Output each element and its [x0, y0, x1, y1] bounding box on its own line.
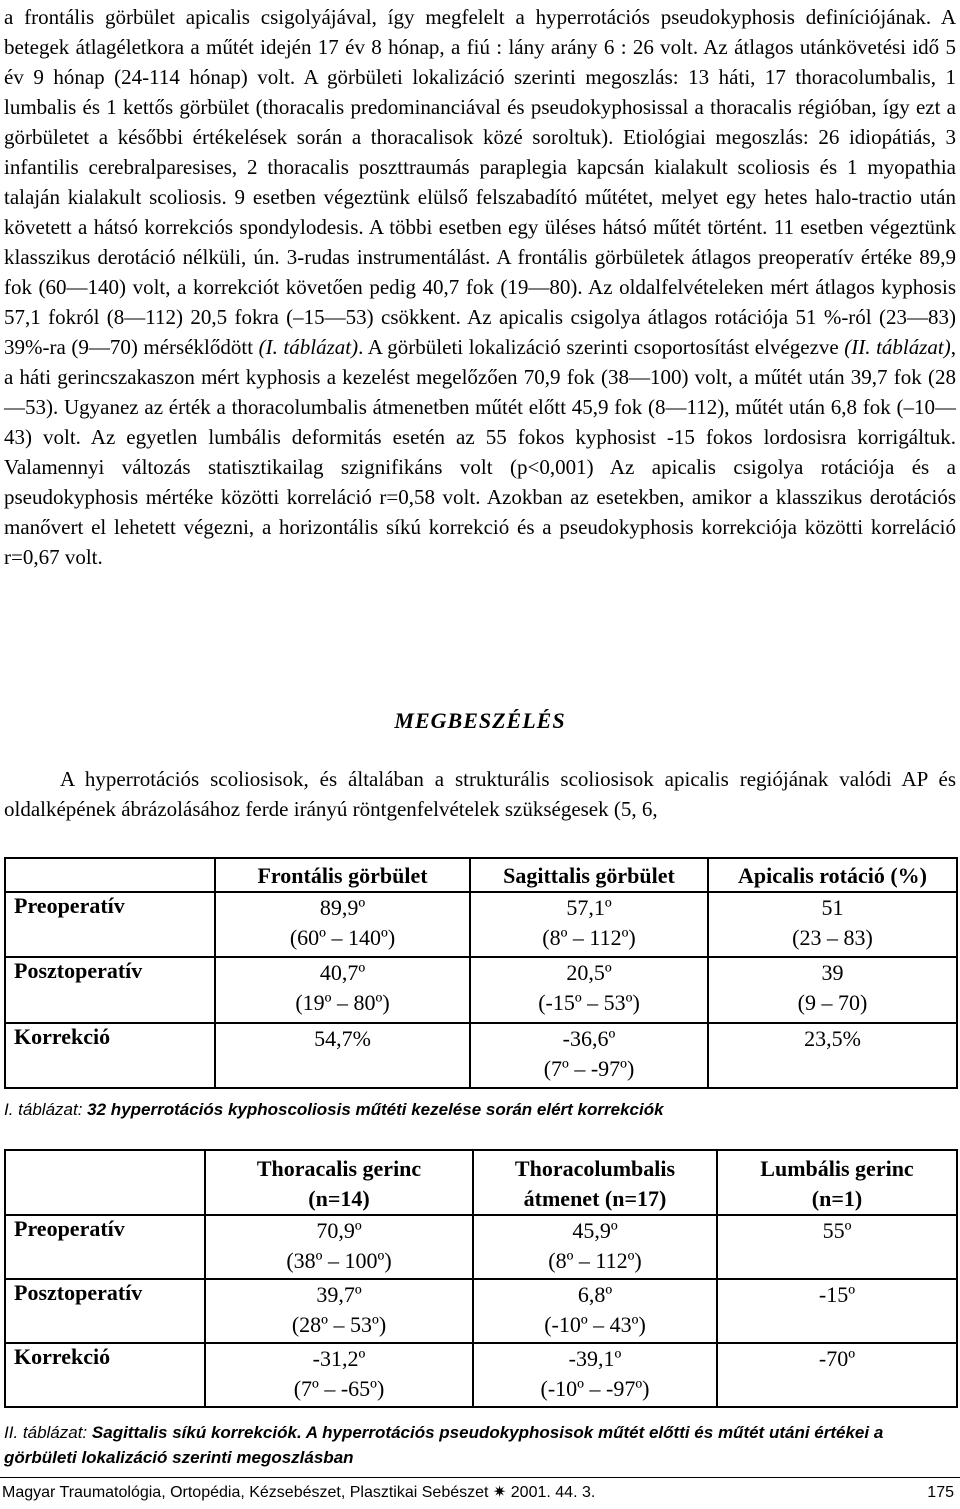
row-label: Posztoperatív — [5, 957, 215, 1023]
cell-value: 45,9º — [572, 1218, 618, 1243]
header-line: Thoracalis gerinc — [256, 1156, 422, 1181]
header-line: átmenet (n=17) — [523, 1186, 667, 1211]
table-row — [5, 892, 957, 957]
table-cell — [708, 1023, 957, 1088]
table-cell — [215, 892, 470, 957]
table-2-header-empty — [5, 1150, 205, 1215]
cell-value: 6,8º — [577, 1282, 613, 1307]
footer-divider — [0, 1477, 960, 1478]
row-label: Korrekció — [5, 1023, 215, 1088]
table-1 — [4, 857, 958, 1089]
journal-citation — [2, 1482, 595, 1504]
cell-range: (23 – 83) — [792, 925, 873, 950]
cell-value: 39,7º — [316, 1282, 362, 1307]
body-text-p1b: . A görbületi lokalizáció szerinti csoportosítást elvégezve — [358, 335, 839, 359]
cell-value: 51 — [821, 895, 844, 920]
table-2-header-lumbalis — [717, 1150, 957, 1215]
page-number: 175 — [927, 1484, 954, 1501]
body-paragraph-2 — [4, 764, 956, 824]
cell-value: 39 — [821, 960, 844, 985]
table-2-header-thoracalis — [205, 1150, 473, 1215]
cell-value: -36,6º — [562, 1026, 616, 1051]
table-row — [5, 1215, 957, 1279]
table-cell — [215, 1023, 470, 1088]
cell-value: -70º — [818, 1346, 856, 1371]
table-1-header-rotation: Apicalis rotáció (%) — [708, 858, 957, 892]
header-line: Lumbális gerinc — [760, 1156, 914, 1181]
table-1-header-row — [5, 858, 957, 892]
table-cell — [470, 1023, 708, 1088]
cell-value: -31,2º — [312, 1346, 366, 1371]
table-cell — [473, 1279, 717, 1343]
cell-range: (38º – 100º) — [286, 1248, 392, 1273]
header-line: Thoracolumbalis — [514, 1156, 676, 1181]
section-heading: MEGBESZÉLÉS — [394, 708, 566, 733]
table-row — [5, 1023, 957, 1088]
cell-range: (7º – -97º) — [543, 1056, 635, 1081]
body-paragraph-1 — [4, 2, 956, 572]
header-line: (n=14) — [308, 1186, 370, 1211]
table-cell — [708, 892, 957, 957]
journal-name: Magyar Traumatológia, Ortopédia, Kézsebészet, Plasztikai Sebészet — [2, 1484, 489, 1501]
cell-value: 70,9º — [316, 1218, 362, 1243]
table-cell — [717, 1215, 957, 1279]
body-text-p2: A hyperrotációs scoliosisok, és általában a strukturális scoliosisok apicalis regiójának valódi AP és oldalképének ábrázolásához ferde irányú röntgenfelvételek szükségesek (5, 6, — [4, 767, 956, 821]
cell-value: -39,1º — [568, 1346, 622, 1371]
table-1-caption — [4, 1097, 956, 1122]
caption-label: II. táblázat: — [4, 1423, 88, 1442]
cell-value: 54,7% — [314, 1026, 371, 1051]
table-2-header-row — [5, 1150, 957, 1215]
table-row — [5, 1343, 957, 1407]
cell-range: (60º – 140º) — [289, 925, 396, 950]
cell-value: 40,7º — [319, 960, 366, 985]
cell-range: (7º – -65º) — [293, 1376, 385, 1401]
asterisk-icon: ✷ — [492, 1484, 507, 1501]
row-label: Posztoperatív — [5, 1279, 205, 1343]
table-cell — [708, 957, 957, 1023]
cell-range: (8º – 112º) — [548, 1248, 642, 1273]
row-label: Preoperatív — [5, 892, 215, 957]
body-text-p1: a frontális görbület apicalis csigolyájával, így megfelelt a hyperrotációs pseudokyphosis definíciójának. A betegek átlagéletkora a műtét idején 17 év 8 hónap, a fiú : lány arány 6 : 26 volt. Az átlagos utánkövetési idő 5 év 9 hónap (24-114 hónap) volt. A görbületi lokalizáció szerinti megoszlás: 13 háti, 17 thoracolumbalis, 1 lumbalis és 1 kettős görbület (thoracalis predominanciával és pseudokyphosissal a thoracalis régióban, így ezt a görbületet a későbbi értékelések során a thoracalisok közé soroltuk). Etiológiai megoszlás: 26 idiopátiás, 3 infantilis cerebralparesises, 2 thoracalis poszttraumás paraplegia kapcsán kialakult scoliosis és 1 myopathia talaján kialakult scoliosis. 9 esetben végeztünk elülső felszabadító műtétet, melyet egy hetes halo-tractio után követett a hátsó korrekciós spondylodesis. A többi esetben egy üléses hátsó műtét történt. 11 esetben végeztünk klasszikus derotáció nélküli, ún. 3-rudas instrumentálást. A frontális görbületek átlagos preoperatív értéke 89,9 fok (60—140) volt, a korrekciót követően pedig 40,7 fok (19—80). Az oldalfelvételeken mért átlagos kyphosis 57,1 fokról (8—112) 20,5 fokra (–15—53) csökkent. Az apicalis csigolya átlagos rotációja 51 %-ról (23—83) 39%-ra (9—70) mérséklődött — [4, 5, 956, 359]
row-label: Preoperatív — [5, 1215, 205, 1279]
table-1-header-sagittal: Sagittalis görbület — [470, 858, 708, 892]
journal-issue: 2001. 44. 3. — [510, 1484, 596, 1501]
cell-range: (9 – 70) — [797, 990, 868, 1015]
cell-value: 57,1º — [566, 895, 612, 920]
cell-range: (28º – 53º) — [291, 1312, 387, 1337]
cell-value: 89,9º — [319, 895, 366, 920]
table-cell — [717, 1279, 957, 1343]
table-cell — [470, 957, 708, 1023]
caption-text: 32 hyperrotációs kyphoscoliosis műtéti kezelése során elért korrekciók — [87, 1100, 664, 1119]
cell-range: (-15º – 53º) — [538, 990, 640, 1015]
caption-label: I. táblázat: — [4, 1100, 83, 1119]
table-cell — [473, 1343, 717, 1407]
table-cell — [215, 957, 470, 1023]
table-row — [5, 957, 957, 1023]
table-2 — [4, 1149, 958, 1408]
table-cell — [205, 1279, 473, 1343]
cell-value: 20,5º — [566, 960, 612, 985]
cell-range: (19º – 80º) — [295, 990, 390, 1015]
page-footer — [2, 1482, 954, 1504]
table-reference-2: (II. táblázat) — [844, 335, 951, 359]
table-2-header-thoracolumbalis — [473, 1150, 717, 1215]
cell-range: (-10º – 43º) — [544, 1312, 646, 1337]
body-text-p1c: , a háti gerincszakaszon mért kyphosis a kezelést megelőzően 70,9 fok (38—100) volt, a műtét után 39,7 fok (28—53). Ugyanez az érték a thoracolumbalis átmenetben műtét előtt 45,9 fok (8—112), műtét után 6,8 fok (–10—43) volt. Az egyetlen lumbális deformitás esetén az 55 fokos kyphosist -15 fokos lordosisra korrigáltuk. Valamennyi változás statisztikailag szignifikáns volt (p<0,001) Az apicalis csigolya rotációja és a pseudokyphosis mértéke közötti korreláció r=0,58 volt. Azokban az esetekben, amikor a klasszikus derotációs manővert el lehetett végezni, a horizontális síkú korrekció és a pseudokyphosis korrekciója közötti korreláció r=0,67 volt. — [4, 335, 957, 569]
cell-value: 23,5% — [804, 1026, 861, 1051]
row-label: Korrekció — [5, 1343, 205, 1407]
table-1-header-frontal: Frontális görbület — [215, 858, 470, 892]
table-row — [5, 1279, 957, 1343]
cell-value: -15º — [818, 1282, 856, 1307]
cell-range: (-10º – -97º) — [540, 1376, 650, 1401]
table-cell — [205, 1343, 473, 1407]
cell-range: (8º – 112º) — [542, 925, 636, 950]
table-cell — [470, 892, 708, 957]
cell-value: 55º — [822, 1218, 852, 1243]
table-cell — [717, 1343, 957, 1407]
table-2-caption — [4, 1420, 956, 1470]
caption-text: Sagittalis síkú korrekciók. A hyperrotációs pseudokyphosisok műtét előtti és műtét utáni értékei a görbületi lokalizáció szerinti megoszlásban — [4, 1423, 884, 1467]
table-1-header-empty — [5, 858, 215, 892]
table-cell — [473, 1215, 717, 1279]
table-cell — [205, 1215, 473, 1279]
header-line: (n=1) — [811, 1186, 863, 1211]
table-reference-1: (I. táblázat) — [258, 335, 359, 359]
